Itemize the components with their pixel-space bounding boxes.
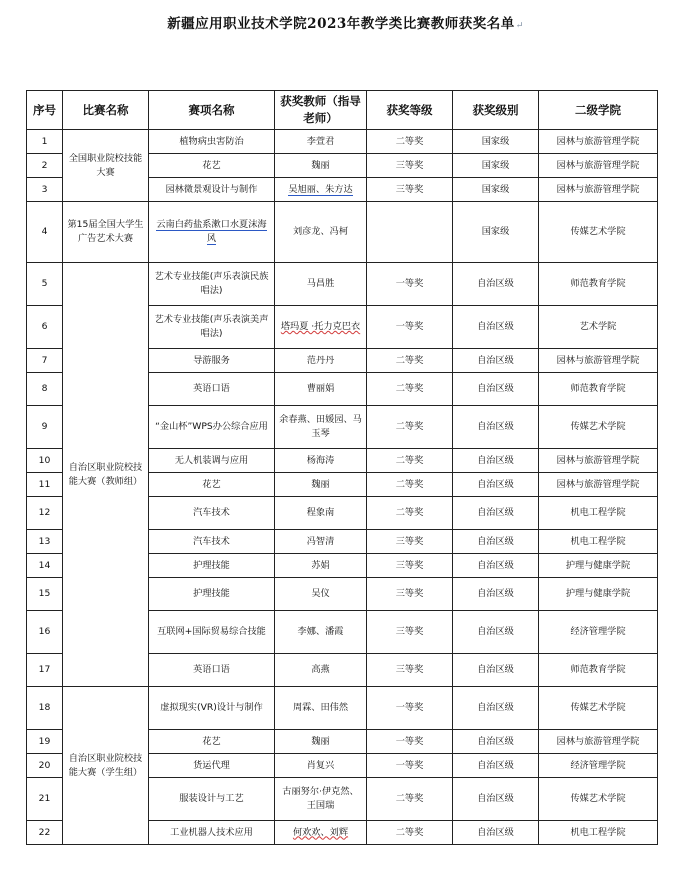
table-row: 7 导游服务 范丹丹 二等奖 自治区级 园林与旅游管理学院 (27, 349, 658, 373)
table-row: 16 互联网+国际贸易综合技能 李娜、潘霞 三等奖 自治区级 经济管理学院 (27, 611, 658, 654)
table-row: 1 全国职业院校技能大赛 植物病虫害防治 李萱君 二等奖 国家级 园林与旅游管理学院 (27, 130, 658, 154)
table-row: 5 自治区职业院校技能大赛（教师组） 艺术专业技能(声乐表演民族唱法) 马昌胜 一等奖 自治区级 师范教育学院 (27, 263, 658, 306)
table-row: 13 汽车技术 冯智清 三等奖 自治区级 机电工程学院 (27, 530, 658, 554)
header-level: 获奖级别 (453, 91, 539, 130)
table-row: 6 艺术专业技能(声乐表演美声唱法) 塔玛夏 ·托力克巴衣 一等奖 自治区级 艺术学院 (27, 306, 658, 349)
table-row: 15 护理技能 吴仪 三等奖 自治区级 护理与健康学院 (27, 578, 658, 611)
header-event: 赛项名称 (149, 91, 275, 130)
header-teacher: 获奖教师（指导老师） (275, 91, 367, 130)
competition-cell: 全国职业院校技能大赛 (63, 130, 149, 202)
competition-cell: 自治区职业院校技能大赛（学生组） (63, 687, 149, 845)
table-row: 19 花艺 魏丽 一等奖 自治区级 园林与旅游管理学院 (27, 730, 658, 754)
table-row: 14 护理技能 苏娟 三等奖 自治区级 护理与健康学院 (27, 554, 658, 578)
table-row: 9 “金山杯”WPS办公综合应用 余春燕、田媛园、马玉琴 二等奖 自治区级 传媒艺术学院 (27, 406, 658, 449)
table-row: 2 花艺 魏丽 三等奖 国家级 园林与旅游管理学院 (27, 154, 658, 178)
header-competition: 比赛名称 (63, 91, 149, 130)
table-row: 4 第15届全国大学生广告艺术大赛 云南白药盐系漱口水夏沫海风 刘彦龙、冯柯 国家级 传媒艺术学院 (27, 202, 658, 263)
award-table (26, 90, 658, 845)
header-no: 序号 (27, 91, 63, 130)
table-row: 21 服装设计与工艺 古丽努尔·伊克然、王国瑞 二等奖 自治区级 传媒艺术学院 (27, 778, 658, 821)
table-header-row (27, 91, 658, 130)
table-row: 3 园林微景观设计与制作 吴旭丽、朱方达 三等奖 国家级 园林与旅游管理学院 (27, 178, 658, 202)
table-row: 8 英语口语 曹丽娟 二等奖 自治区级 师范教育学院 (27, 373, 658, 406)
table-row: 10 无人机装调与应用 杨海涛 二等奖 自治区级 园林与旅游管理学院 (27, 449, 658, 473)
header-grade: 获奖等级 (367, 91, 453, 130)
table-row: 12 汽车技术 程象南 二等奖 自治区级 机电工程学院 (27, 497, 658, 530)
header-college: 二级学院 (539, 91, 658, 130)
document-title: 新疆应用职业技术学院2023年教学类比赛教师获奖名单↵ (167, 16, 524, 32)
table-row: 20 货运代理 肖复兴 一等奖 自治区级 经济管理学院 (27, 754, 658, 778)
competition-cell: 第15届全国大学生广告艺术大赛 (63, 202, 149, 263)
table-row: 11 花艺 魏丽 二等奖 自治区级 园林与旅游管理学院 (27, 473, 658, 497)
table-row: 18 自治区职业院校技能大赛（学生组） 虚拟现实(VR)设计与制作 周霖、田伟然 一等奖 自治区级 传媒艺术学院 (27, 687, 658, 730)
table-row: 22 工业机器人技术应用 何欢欢、刘辉 二等奖 自治区级 机电工程学院 (27, 821, 658, 845)
table-row: 17 英语口语 高燕 三等奖 自治区级 师范教育学院 (27, 654, 658, 687)
competition-cell: 自治区职业院校技能大赛（教师组） (63, 263, 149, 687)
